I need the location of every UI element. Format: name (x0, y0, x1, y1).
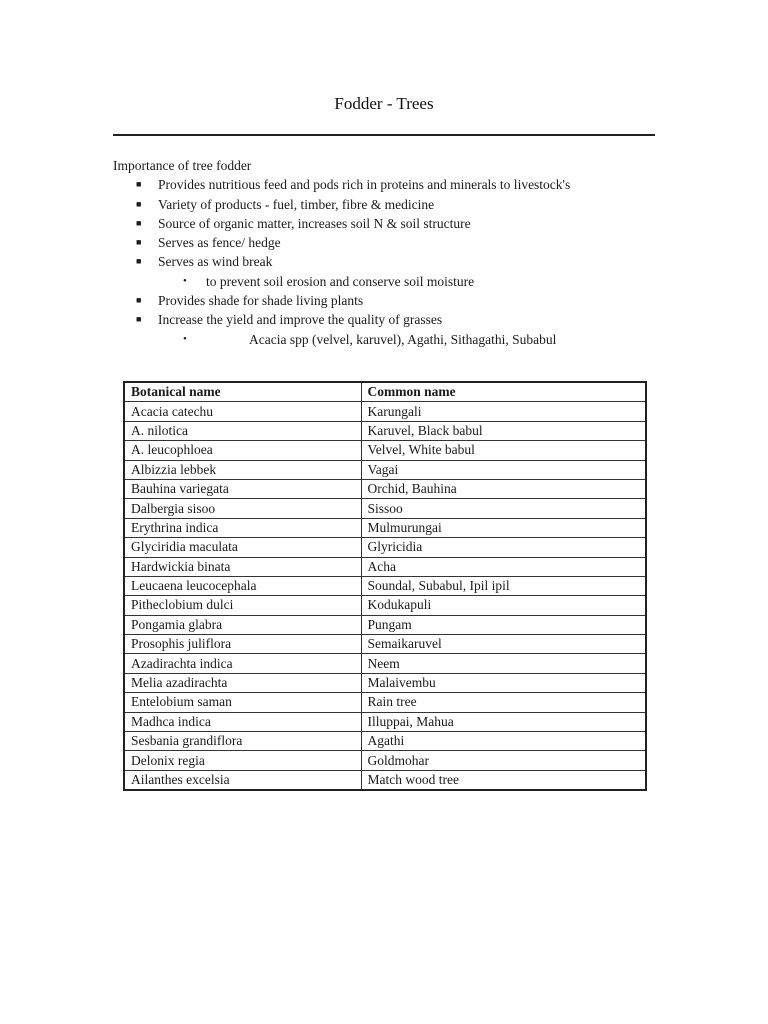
column-header-common: Common name (361, 382, 646, 402)
table-header-row (124, 382, 646, 402)
list-item-text: Serves as fence/ hedge (158, 235, 281, 251)
list-item-text: Increase the yield and improve the quality of grasses (158, 312, 443, 328)
botanical-name-cell: A. leucophloea (124, 441, 361, 460)
list-item-text: Provides nutritious feed and pods rich in proteins and minerals to livestock's (158, 177, 571, 193)
table-row (124, 499, 646, 518)
common-name-cell: Agathi (361, 732, 646, 751)
botanical-name-cell: Albizzia lebbek (124, 460, 361, 479)
importance-list-continued (113, 291, 570, 330)
common-name-cell: Velvel, White babul (361, 441, 646, 460)
square-bullet-icon: ■ (136, 237, 142, 248)
common-name-cell: Karuvel, Black babul (361, 421, 646, 440)
list-item-text: to prevent soil erosion and conserve soil moisture (206, 273, 475, 289)
list-item-text: Serves as wind break (158, 254, 273, 270)
sub-list (113, 272, 570, 291)
common-name-cell: Illuppai, Mahua (361, 712, 646, 731)
list-item (113, 310, 570, 329)
sub-list-item (113, 330, 570, 349)
square-bullet-icon: ■ (136, 295, 142, 306)
table-row (124, 693, 646, 712)
common-name-cell: Match wood tree (361, 770, 646, 790)
table-row (124, 673, 646, 692)
table-row (124, 770, 646, 790)
botanical-name-cell: Leucaena leucocephala (124, 576, 361, 595)
list-item-text: Variety of products - fuel, timber, fibre & medicine (158, 196, 435, 212)
botanical-name-cell: Bauhina variegata (124, 479, 361, 498)
common-name-cell: Kodukapuli (361, 596, 646, 615)
table-row (124, 518, 646, 537)
table-body (124, 402, 646, 790)
fodder-trees-table (123, 381, 647, 791)
botanical-name-cell: Erythrina indica (124, 518, 361, 537)
square-bullet-icon: ■ (136, 314, 142, 325)
botanical-name-cell: Glyciridia maculata (124, 538, 361, 557)
botanical-name-cell: Ailanthes excelsia (124, 770, 361, 790)
square-bullet-icon: ■ (136, 179, 142, 190)
common-name-cell: Glyricidia (361, 538, 646, 557)
list-item (113, 195, 570, 214)
sub-list (113, 330, 570, 349)
table-row (124, 576, 646, 595)
intro-section (113, 156, 570, 349)
common-name-cell: Malaivembu (361, 673, 646, 692)
table-row (124, 479, 646, 498)
botanical-name-cell: Prosophis juliflora (124, 635, 361, 654)
table-row (124, 751, 646, 770)
botanical-name-cell: Delonix regia (124, 751, 361, 770)
botanical-name-cell: Entelobium saman (124, 693, 361, 712)
table-row (124, 732, 646, 751)
table-row (124, 538, 646, 557)
page-title: Fodder - Trees (334, 94, 434, 113)
common-name-cell: Semaikaruvel (361, 635, 646, 654)
botanical-name-cell: A. nilotica (124, 421, 361, 440)
table-row (124, 557, 646, 576)
botanical-name-cell: Pitheclobium dulci (124, 596, 361, 615)
botanical-name-cell: Hardwickia binata (124, 557, 361, 576)
table-row (124, 712, 646, 731)
intro-heading: Importance of tree fodder (113, 158, 252, 173)
table-row (124, 441, 646, 460)
column-header-botanical: Botanical name (124, 382, 361, 402)
list-item (113, 291, 570, 310)
botanical-name-cell: Acacia catechu (124, 402, 361, 421)
round-bullet-icon: • (183, 274, 187, 287)
common-name-cell: Orchid, Bauhina (361, 479, 646, 498)
list-item (113, 233, 570, 252)
table-row (124, 421, 646, 440)
common-name-cell: Pungam (361, 615, 646, 634)
botanical-name-cell: Dalbergia sisoo (124, 499, 361, 518)
botanical-name-cell: Madhca indica (124, 712, 361, 731)
common-name-cell: Soundal, Subabul, Ipil ipil (361, 576, 646, 595)
table-row (124, 615, 646, 634)
common-name-cell: Acha (361, 557, 646, 576)
botanical-name-cell: Pongamia glabra (124, 615, 361, 634)
importance-list (113, 175, 570, 271)
table-row (124, 460, 646, 479)
table-row (124, 635, 646, 654)
list-item (113, 214, 570, 233)
common-name-cell: Karungali (361, 402, 646, 421)
square-bullet-icon: ■ (136, 217, 142, 228)
round-bullet-icon: • (183, 332, 187, 345)
common-name-cell: Goldmohar (361, 751, 646, 770)
botanical-name-cell: Azadirachta indica (124, 654, 361, 673)
square-bullet-icon: ■ (136, 198, 142, 209)
title-divider (113, 134, 655, 136)
common-name-cell: Rain tree (361, 693, 646, 712)
botanical-name-cell: Melia azadirachta (124, 673, 361, 692)
sub-list-item (113, 272, 570, 291)
common-name-cell: Mulmurungai (361, 518, 646, 537)
botanical-name-cell: Sesbania grandiflora (124, 732, 361, 751)
table-row (124, 654, 646, 673)
common-name-cell: Sissoo (361, 499, 646, 518)
list-item-text: Acacia spp (velvel, karuvel), Agathi, Sithagathi, Subabul (249, 331, 557, 347)
common-name-cell: Neem (361, 654, 646, 673)
table-row (124, 402, 646, 421)
list-item (113, 252, 570, 271)
list-item (113, 175, 570, 194)
square-bullet-icon: ■ (136, 256, 142, 267)
list-item-text: Provides shade for shade living plants (158, 293, 364, 309)
table-row (124, 596, 646, 615)
list-item-text: Source of organic matter, increases soil N & soil structure (158, 215, 471, 231)
common-name-cell: Vagai (361, 460, 646, 479)
